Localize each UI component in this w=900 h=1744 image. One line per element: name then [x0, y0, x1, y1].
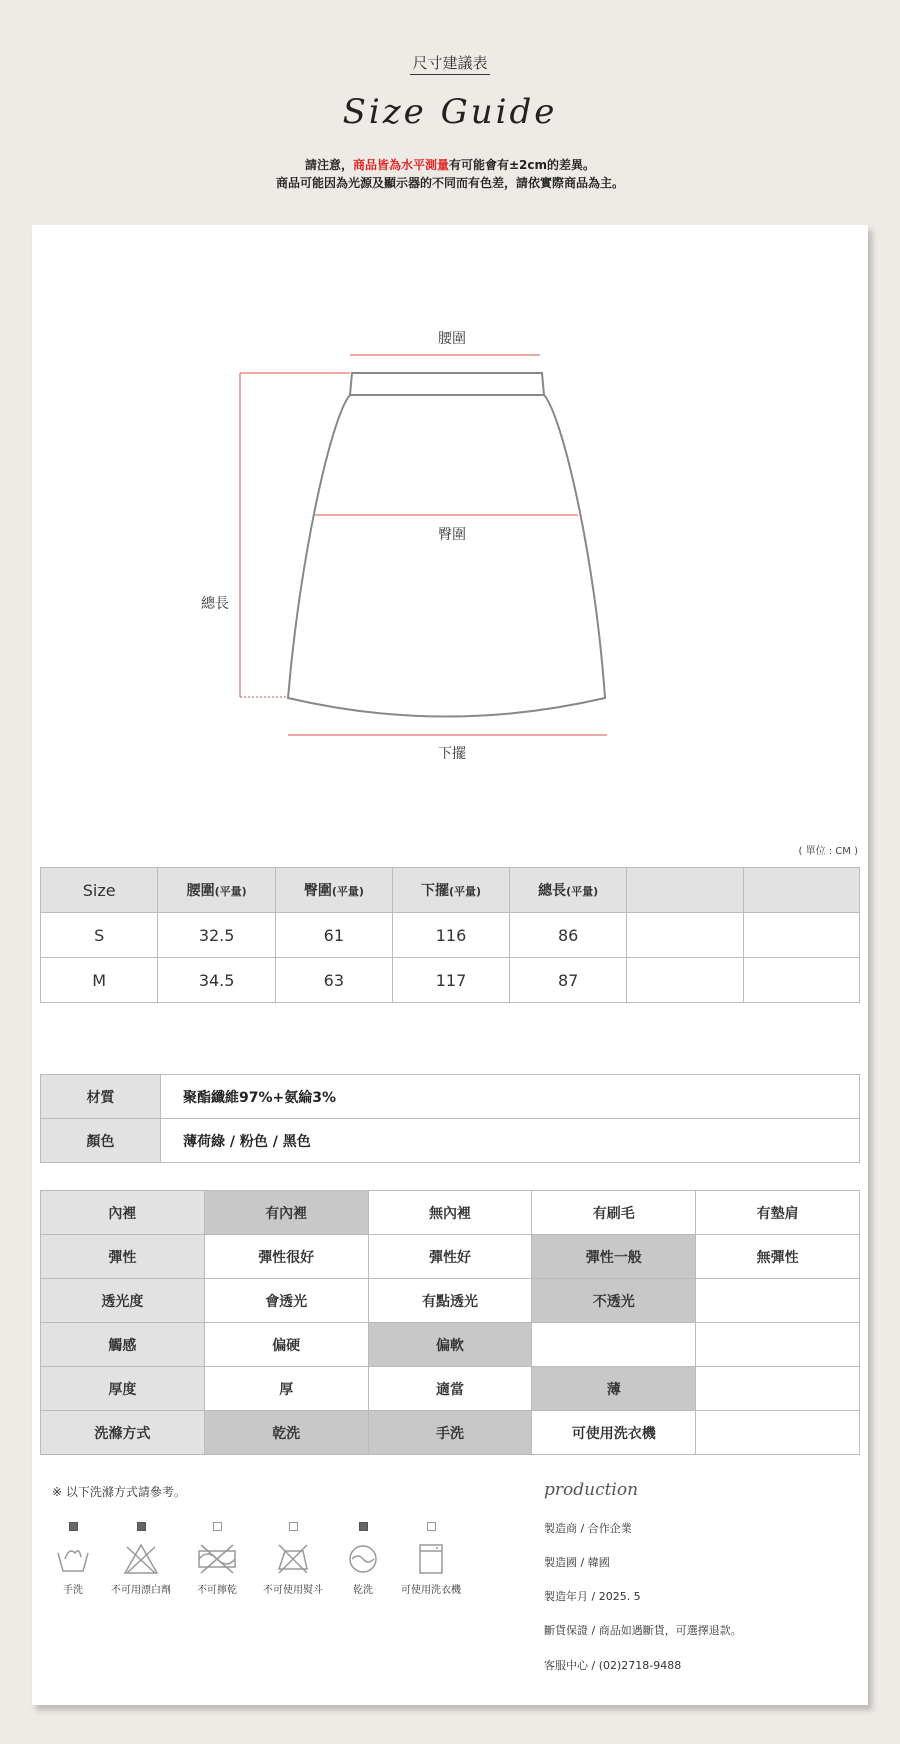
notice-line-2: 商品可能因為光源及顯示器的不同而有色差，請依實際商品為主。	[275, 176, 624, 190]
size-guide-card	[32, 225, 868, 1705]
attribute-option: 無彈性	[696, 1235, 860, 1279]
attribute-option: 適當	[368, 1367, 532, 1411]
check-mark	[427, 1522, 436, 1531]
header-cell: 下擺(平量)	[392, 868, 509, 913]
wash-item: 不可使用熨斗	[248, 1522, 338, 1596]
attribute-option: 有內裡	[204, 1191, 368, 1235]
value-cell: 32.5	[158, 913, 275, 958]
table-row	[41, 1075, 860, 1119]
production-line: 製造商 / 合作企業	[544, 1522, 632, 1535]
attribute-option: 彈性很好	[204, 1235, 368, 1279]
size-cell: M	[41, 958, 158, 1003]
header-cell	[743, 868, 859, 913]
attribute-option: 偏硬	[204, 1323, 368, 1367]
table-row	[41, 913, 860, 958]
size-table-header	[41, 868, 860, 913]
table-row	[41, 1279, 860, 1323]
attribute-option: 無內裡	[368, 1191, 532, 1235]
value-cell	[627, 958, 743, 1003]
value-cell: 116	[392, 913, 509, 958]
table-row	[41, 1367, 860, 1411]
value-cell	[743, 913, 859, 958]
header-cell	[627, 868, 743, 913]
production-line: 製造年月 / 2025. 5	[544, 1590, 641, 1603]
skirt-diagram	[32, 225, 868, 785]
attribute-option: 薄	[532, 1367, 696, 1411]
table-row	[41, 1119, 860, 1163]
attribute-table	[40, 1190, 860, 1455]
value-cell: 34.5	[158, 958, 275, 1003]
notice-line-1: 請注意，商品皆為水平測量有可能會有±2cm的差異。	[304, 158, 596, 172]
attribute-option	[696, 1323, 860, 1367]
value-cell: 117	[392, 958, 509, 1003]
notice-highlight: 商品皆為水平測量	[352, 158, 449, 172]
wash-item: 不可擰乾	[172, 1522, 262, 1596]
hem-label: 下擺	[438, 746, 466, 762]
attribute-option: 偏軟	[368, 1323, 532, 1367]
table-row	[41, 1323, 860, 1367]
size-cell: S	[41, 913, 158, 958]
size-chart-tag: 尺寸建議表	[0, 52, 900, 73]
attribute-option	[696, 1279, 860, 1323]
attribute-option: 不透光	[532, 1279, 696, 1323]
attribute-label: 內裡	[41, 1191, 205, 1235]
color-label: 顏色	[41, 1119, 161, 1163]
header-cell: 腰圍(平量)	[158, 868, 275, 913]
wash-note: ※ 以下洗滌方式請參考。	[52, 1485, 186, 1499]
production-line: 斷貨保證 / 商品如遇斷貨，可選擇退款。	[544, 1624, 742, 1637]
wash-item: 手洗	[28, 1522, 118, 1596]
check-mark	[69, 1522, 78, 1531]
size-table	[40, 867, 860, 1003]
production-line: 客服中心 / (02)2718-9488	[544, 1659, 682, 1672]
check-mark	[213, 1522, 222, 1531]
attribute-option	[696, 1411, 860, 1455]
attribute-option: 彈性一般	[532, 1235, 696, 1279]
material-label: 材質	[41, 1075, 161, 1119]
no-iron-icon	[275, 1543, 311, 1575]
check-mark	[137, 1522, 146, 1531]
dry-clean-icon	[346, 1543, 380, 1575]
attribute-option: 厚	[204, 1367, 368, 1411]
value-cell	[743, 958, 859, 1003]
value-cell: 87	[510, 958, 627, 1003]
value-cell: 86	[510, 913, 627, 958]
hand-wash-icon	[55, 1543, 91, 1575]
attribute-option: 乾洗	[204, 1411, 368, 1455]
attribute-option: 有墊肩	[696, 1191, 860, 1235]
skirt-waistband	[350, 373, 544, 395]
material-value: 聚酯纖維97%+氨綸3%	[161, 1075, 860, 1119]
table-row	[41, 1191, 860, 1235]
attribute-option: 彈性好	[368, 1235, 532, 1279]
waist-label: 腰圍	[438, 331, 466, 347]
attribute-option: 有點透光	[368, 1279, 532, 1323]
table-row	[41, 1411, 860, 1455]
production-title: production	[544, 1480, 639, 1500]
washing-machine-icon	[416, 1543, 446, 1575]
attribute-option: 可使用洗衣機	[532, 1411, 696, 1455]
skirt-outline	[288, 395, 605, 717]
wash-item: 可使用洗衣機	[386, 1522, 476, 1596]
page-title: Size Guide	[342, 92, 558, 132]
value-cell: 61	[275, 913, 392, 958]
material-table	[40, 1074, 860, 1163]
wash-item: 不可用漂白劑	[96, 1522, 186, 1596]
attribute-option: 有刷毛	[532, 1191, 696, 1235]
value-cell	[627, 913, 743, 958]
header-cell: Size	[41, 868, 158, 913]
attribute-label: 厚度	[41, 1367, 205, 1411]
length-label: 總長	[201, 596, 229, 612]
wash-item: 乾洗	[318, 1522, 408, 1596]
production-line: 製造國 / 韓國	[544, 1556, 610, 1569]
no-wring-icon	[197, 1543, 237, 1575]
check-mark	[359, 1522, 368, 1531]
attribute-label: 透光度	[41, 1279, 205, 1323]
color-value: 薄荷綠 / 粉色 / 黑色	[161, 1119, 860, 1163]
table-row	[41, 1235, 860, 1279]
header-cell: 臀圍(平量)	[275, 868, 392, 913]
hip-label: 臀圍	[438, 527, 466, 543]
check-mark	[289, 1522, 298, 1531]
attribute-option	[532, 1323, 696, 1367]
attribute-label: 彈性	[41, 1235, 205, 1279]
table-row	[41, 958, 860, 1003]
attribute-option	[696, 1367, 860, 1411]
unit-label: ( 單位 : CM )	[798, 846, 858, 857]
attribute-label: 洗滌方式	[41, 1411, 205, 1455]
header-cell: 總長(平量)	[510, 868, 627, 913]
attribute-option: 手洗	[368, 1411, 532, 1455]
no-bleach-icon	[123, 1543, 159, 1575]
attribute-label: 觸感	[41, 1323, 205, 1367]
attribute-option: 會透光	[204, 1279, 368, 1323]
value-cell: 63	[275, 958, 392, 1003]
